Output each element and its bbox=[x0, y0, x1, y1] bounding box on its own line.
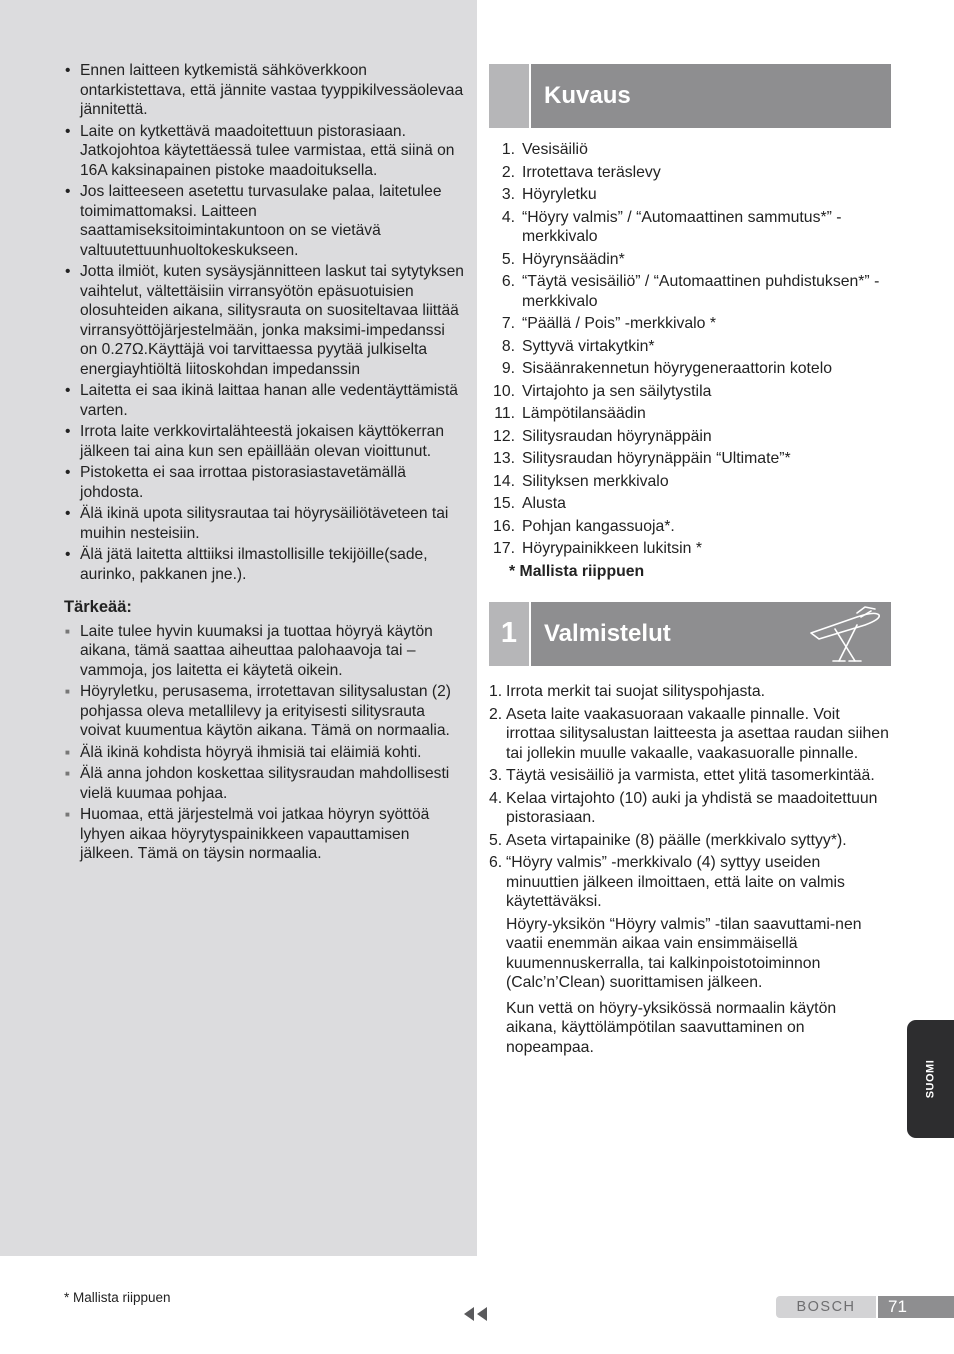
part-item bbox=[489, 208, 891, 247]
part-item bbox=[489, 539, 891, 559]
important-item: ■ Höyryletku, perusasema, irrotettavan silitysalustan (2) pohjassa oleva metallilevy ja erityisesti silitysrauta voivat kuumentua käytön aikana. Tämä on normaalia. bbox=[64, 682, 464, 741]
part-item bbox=[489, 337, 891, 357]
part-item bbox=[489, 314, 891, 334]
part-item-number: 7. bbox=[501, 315, 515, 332]
part-item-number: 5. bbox=[501, 250, 515, 268]
part-item-number: 16. bbox=[493, 517, 515, 535]
safety-bullet: • Laitetta ei saa ikinä laittaa hanan alle vedentäyttämistä varten. bbox=[64, 381, 464, 420]
part-item-text: Virtajohto ja sen säilytystila bbox=[522, 382, 712, 400]
part-item-number: 13. bbox=[493, 450, 515, 467]
part-item-text: Pohjan kangassuoja*. bbox=[522, 517, 675, 535]
part-item-text: Höyrynsäädin* bbox=[522, 250, 625, 268]
parts-list bbox=[489, 140, 891, 559]
part-item-number: 8. bbox=[501, 337, 515, 355]
part-item bbox=[489, 140, 891, 160]
important-item: ■ Huomaa, että järjestelmä voi jatkaa höyryn syöttöä lyhyen aikaa höyrytyspainikkeen vapauttamisen jälkeen. Tämä on täysin normaalia. bbox=[64, 805, 464, 864]
safety-bullet: • Älä jätä laitetta alttiiksi ilmastollisille tekijöille(sade, aurinko, pakkanen jne.). bbox=[64, 545, 464, 584]
kuvaus-title: Kuvaus bbox=[544, 82, 631, 110]
preparation-note-2: Kun vettä on höyry-yksikössä normaalin käytön aikana, käyttölämpötilan saavuttaminen on nopeampaa. bbox=[506, 999, 837, 1056]
part-item-text: Silitysraudan höyrynäppäin “Ultimate”* bbox=[522, 450, 791, 467]
prep-step bbox=[489, 831, 891, 851]
part-item bbox=[489, 163, 891, 183]
part-item-text: Höyrypainikkeen lukitsin * bbox=[522, 540, 702, 557]
safety-bullet: • Jos laitteeseen asetettu turvasulake palaa, laitetulee toimimattomaksi. Laitteen saattamiseksitoimintakuntoon on se vietävä valtuutettuunhuoltokeskukseen. bbox=[64, 182, 464, 260]
prep-step bbox=[489, 766, 891, 786]
part-item-number: 9. bbox=[501, 360, 515, 377]
part-item-number: 1. bbox=[501, 141, 515, 158]
prep-step-number: 2. bbox=[489, 705, 503, 723]
part-item bbox=[489, 404, 891, 424]
safety-instructions bbox=[64, 61, 464, 866]
prep-step-number: 4. bbox=[489, 789, 503, 807]
prep-step-number: 1. bbox=[489, 683, 503, 700]
part-item bbox=[489, 250, 891, 270]
back-arrow-icon bbox=[464, 1307, 487, 1321]
part-item-text: Silitysraudan höyrynäppäin bbox=[522, 427, 712, 445]
prep-step-number: 3. bbox=[489, 767, 503, 784]
part-item-text: Vesisäiliö bbox=[522, 141, 588, 158]
kuvaus-header bbox=[489, 64, 891, 128]
page-footnote: * Mallista riippuen bbox=[64, 1290, 171, 1305]
safety-bullet: • Irrota laite verkkovirtalähteestä jokaisen käyttökerran jälkeen tai aina kun sen epäillään olevan vioittunut. bbox=[64, 422, 464, 461]
part-item bbox=[489, 449, 891, 469]
safety-bullet: • Pistoketta ei saa irrottaa pistorasiastavetämällä johdosta. bbox=[64, 463, 464, 502]
preparation-steps bbox=[489, 682, 891, 912]
important-list bbox=[64, 622, 464, 864]
part-item bbox=[489, 427, 891, 447]
part-item bbox=[489, 359, 891, 379]
part-item-number: 3. bbox=[501, 186, 515, 203]
valmistelut-title: Valmistelut bbox=[544, 620, 671, 648]
right-column bbox=[489, 64, 891, 1063]
part-item bbox=[489, 494, 891, 514]
prep-step-text: Aseta laite vaakasuoraan vakaalle pinnalle. Voit irrottaa silitysalustan laitteesta ja asettaa raudan siihen tai jollekin muulle vakaalle, vaakasuoralle pinnalle. bbox=[506, 705, 889, 762]
part-item-text: Höyryletku bbox=[522, 186, 597, 203]
brand-label: BOSCH bbox=[776, 1296, 876, 1318]
part-item bbox=[489, 472, 891, 492]
part-item-number: 6. bbox=[501, 273, 515, 290]
part-item-number: 2. bbox=[501, 163, 515, 181]
part-item bbox=[489, 382, 891, 402]
prep-step-text: “Höyry valmis” -merkkivalo (4) syttyy useiden minuuttien jälkeen ilmoittaen, että laite on valmis käytettäväksi. bbox=[506, 854, 845, 910]
language-tab bbox=[907, 1020, 954, 1138]
part-item-text: Sisäänrakennetun höyrygeneraattorin kotelo bbox=[522, 360, 832, 377]
part-item-number: 11. bbox=[494, 405, 515, 422]
part-item-text: Silityksen merkkivalo bbox=[522, 472, 669, 490]
prep-step-number: 5. bbox=[489, 831, 503, 849]
prep-step-text: Kelaa virtajohto (10) auki ja yhdistä se maadoitettuun pistorasiaan. bbox=[506, 789, 878, 826]
preparation-note-1: Höyry-yksikön “Höyry valmis” -tilan saavuttami-nen vaatii enemmän aikaa vain ensimmäisellä kuumennuskerralla, tai kalkinpoistotoiminnon (Calc’n’Clean) suorittamisen jälkeen. bbox=[506, 915, 862, 991]
part-item-number: 14. bbox=[493, 472, 515, 490]
prep-step bbox=[489, 705, 891, 764]
safety-bullet: • Jotta ilmiöt, kuten sysäysjännitteen laskut tai sytytyksen vaihtelut, vältettäisiin virransyötön epäsuotuisien olosuhteiden aikana, silitysrauta on suositeltavaa liittää virransyöttöjärjestelmään, jonka maksimi-impedanssi on 0.27Ω.Käyttäjä voi tarvittaessa pyytää julkiselta energiayhtiöltä liitoskohdan impedanssin bbox=[64, 262, 464, 379]
important-heading: Tärkeää: bbox=[64, 598, 132, 616]
part-item bbox=[489, 517, 891, 537]
part-item-number: 12. bbox=[493, 427, 515, 445]
kuvaus-number-block bbox=[489, 64, 531, 128]
safety-bullet: • Ennen laitteen kytkemistä sähköverkkoon ontarkistettava, että jännite vastaa tyyppikilvessäolevaa jännitettä. bbox=[64, 61, 464, 120]
prep-step-text: Aseta virtapainike (8) päälle (merkkivalo syttyy*). bbox=[506, 831, 847, 849]
part-item-number: 15. bbox=[493, 495, 515, 512]
prep-step bbox=[489, 789, 891, 828]
part-item-text: Alusta bbox=[522, 495, 566, 512]
part-item-number: 10. bbox=[493, 382, 515, 400]
parts-note: * Mallista riippuen bbox=[509, 562, 645, 580]
prep-step-number: 6. bbox=[489, 854, 503, 871]
valmistelut-header bbox=[489, 602, 891, 666]
safety-bullet: • Laite on kytkettävä maadoitettuun pistorasiaan. Jatkojohtoa käytettäessä tulee varmistaa, että siinä on 16A kaksinapainen pistoke maadoituksella. bbox=[64, 122, 464, 181]
part-item bbox=[489, 185, 891, 205]
preparation-notes bbox=[489, 915, 891, 1058]
part-item-number: 4. bbox=[501, 208, 515, 226]
safety-bullet-list bbox=[64, 61, 464, 584]
part-item-number: 17. bbox=[493, 540, 515, 557]
important-item: ■ Laite tulee hyvin kuumaksi ja tuottaa höyryä käytön aikana, tämä saattaa aiheuttaa palohaavoja tai –vammoja, jos laitetta ei käytetä oikein. bbox=[64, 622, 464, 681]
part-item-text: Syttyvä virtakytkin* bbox=[522, 337, 655, 355]
part-item-text: Irrotettava teräslevy bbox=[522, 163, 661, 181]
part-item-text: “Täytä vesisäiliö” / “Automaattinen puhdistuksen*” -merkkivalo bbox=[522, 273, 880, 310]
prep-step bbox=[489, 853, 891, 912]
prep-step-text: Täytä vesisäiliö ja varmista, ettet ylitä tasomerkintää. bbox=[506, 767, 875, 784]
prep-step bbox=[489, 682, 891, 702]
page-number: 71 bbox=[878, 1296, 954, 1318]
important-item: ■ Älä anna johdon koskettaa silitysraudan mahdollisesti vielä kuumaa pohjaa. bbox=[64, 764, 464, 803]
part-item-text: “Höyry valmis” / “Automaattinen sammutus*” -merkkivalo bbox=[522, 208, 842, 245]
important-item: ■ Älä ikinä kohdista höyryä ihmisiä tai eläimiä kohti. bbox=[64, 743, 464, 763]
part-item-text: Lämpötilansäädin bbox=[522, 405, 646, 422]
part-item-text: “Päällä / Pois” -merkkivalo * bbox=[522, 315, 717, 332]
part-item bbox=[489, 272, 891, 311]
valmistelut-number: 1 bbox=[489, 602, 531, 666]
prep-step-text: Irrota merkit tai suojat silityspohjasta. bbox=[506, 683, 765, 700]
safety-bullet: • Älä ikinä upota silitysrautaa tai höyrysäiliötäveteen tai muihin nesteisiin. bbox=[64, 504, 464, 543]
language-tab-label: SUOMI bbox=[924, 1059, 937, 1099]
ironing-board-icon bbox=[805, 603, 885, 665]
